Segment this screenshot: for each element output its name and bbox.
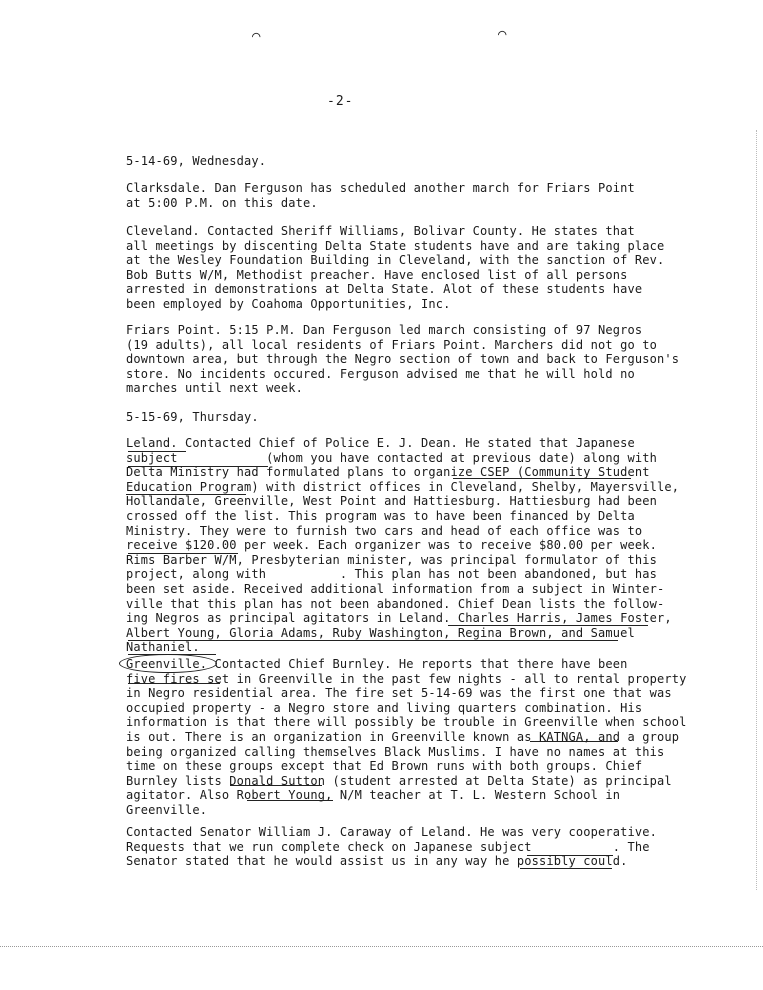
text-line: Burnley lists Donald Sutton (student arrested at Delta State) as principal xyxy=(126,773,672,788)
ink-underline-agitators-2 xyxy=(128,640,618,641)
text-line: crossed off the list. This program was to have been financed by Delta xyxy=(126,508,635,523)
text-line: agitator. Also Robert Young, N/M teacher at T. L. Western School in xyxy=(126,788,621,803)
text-line: subject (whom you have contacted at previous date) along with xyxy=(126,450,657,465)
text-line: marches until next week. xyxy=(126,381,303,396)
text-line: 5-15-69, Thursday. xyxy=(126,410,259,424)
text-line: occupied property - a Negro store and living quarters combination. His xyxy=(126,700,643,715)
text-line: time on these groups except that Ed Brown runs with both groups. Chief xyxy=(126,759,643,774)
text-line: Hollandale, Greenville, West Point and Hattiesburg. Hattiesburg had been xyxy=(126,494,657,509)
text-line: 5-14-69, Wednesday. xyxy=(126,154,267,168)
paragraph-date2 xyxy=(126,410,656,425)
text-line: downtown area, but through the Negro section of town and back to Ferguson's xyxy=(126,352,680,367)
paragraph-cleveland xyxy=(126,224,665,312)
text-line: receive $120.00 per week. Each organizer was to receive $80.00 per week. xyxy=(126,538,657,553)
text-line: Rims Barber W/M, Presbyterian minister, was principal formulator of this xyxy=(126,552,657,567)
paragraph-friars xyxy=(126,323,680,396)
text-line: information is that there will possibly be trouble in Greenville when school xyxy=(126,715,687,730)
ink-underline-leland xyxy=(128,451,186,452)
page-number: -2- xyxy=(327,94,354,109)
text-line: Requests that we run complete check on Japanese subject . The xyxy=(126,839,650,854)
text-line: project, along with . This plan has not been abandoned, but has xyxy=(126,567,657,582)
top-right-mark: ⌒ xyxy=(498,26,507,42)
text-line: Friars Point. 5:15 P.M. Dan Ferguson led march consisting of 97 Negros xyxy=(126,323,643,337)
text-line: five fires set in Greenville in the past few nights - all to rental property xyxy=(126,671,687,686)
text-line: Greenville. Contacted Chief Burnley. He reports that there have been xyxy=(126,657,628,671)
text-line: is out. There is an organization in Greenville known as KATNGA, and a group xyxy=(126,729,680,744)
text-line: Nathaniel. xyxy=(126,640,200,655)
paragraph-date1 xyxy=(126,154,656,169)
text-line: Senator stated that he would assist us in any way he possibly could. xyxy=(126,854,628,869)
ink-underline-donald-sutton xyxy=(230,785,322,786)
text-line: been employed by Coahoma Opportunities, Inc. xyxy=(126,296,451,311)
ink-circle-greenville xyxy=(119,654,217,673)
text-line: store. No incidents occured. Ferguson advised me that he will hold no xyxy=(126,366,635,381)
text-line: Delta Ministry had formulated plans to organize CSEP (Community Student xyxy=(126,465,650,480)
text-line: Leland. Contacted Chief of Police E. J. Dean. He stated that Japanese xyxy=(126,436,635,450)
paragraph-greenville xyxy=(126,657,687,818)
paragraph-leland xyxy=(126,436,680,655)
paragraph-clarksdale xyxy=(126,181,656,210)
ink-underline-education-program xyxy=(126,494,246,495)
text-line: Bob Butts W/M, Methodist preacher. Have enclosed list of all persons xyxy=(126,267,628,282)
ink-underline-possibly-could xyxy=(520,868,612,869)
right-edge-scan-dots xyxy=(754,130,757,890)
ink-underline-robert-young xyxy=(247,800,333,801)
text-line: at 5:00 P.M. on this date. xyxy=(126,195,318,210)
ink-underline-senator-blank xyxy=(527,855,613,856)
text-line: at the Wesley Foundation Building in Cleveland, with the sanction of Rev. xyxy=(126,253,665,268)
text-line: ing Negros as principal agitators in Leland. Charles Harris, James Foster, xyxy=(126,611,672,626)
text-line: (19 adults), all local residents of Friars Point. Marchers did not go to xyxy=(126,337,657,352)
text-line: Contacted Senator William J. Caraway of Leland. He was very cooperative. xyxy=(126,825,657,839)
text-line: arrested in demonstrations at Delta State. Alot of these students have xyxy=(126,282,643,297)
ink-underline-csep xyxy=(453,478,631,479)
text-line: Albert Young, Gloria Adams, Ruby Washington, Regina Brown, and Samuel xyxy=(126,625,635,640)
text-line: Cleveland. Contacted Sheriff Williams, Bolivar County. He states that xyxy=(126,224,635,238)
text-line: Greenville. xyxy=(126,802,208,817)
text-line: in Negro residential area. The fire set 5-14-69 was the first one that was xyxy=(126,686,672,701)
text-line: Education Program) with district offices in Cleveland, Shelby, Mayersville, xyxy=(126,479,680,494)
ink-underline-five-fires xyxy=(128,683,220,684)
text-line: all meetings by discenting Delta State students have and are taking place xyxy=(126,238,665,253)
text-line: being organized calling themselves Black Muslims. I have no names at this xyxy=(126,744,665,759)
text-line: ville that this plan has not been abandoned. Chief Dean lists the follow- xyxy=(126,596,665,611)
ink-underline-rims-barber xyxy=(128,553,238,554)
text-line: Ministry. They were to furnish two cars and head of each office was to xyxy=(126,523,643,538)
paragraph-senator xyxy=(126,825,656,869)
text-line: been set aside. Received additional information from a subject in Winter- xyxy=(126,581,665,596)
bottom-scan-dots xyxy=(0,946,763,947)
ink-underline-katnga xyxy=(530,741,618,742)
text-line: Clarksdale. Dan Ferguson has scheduled another march for Friars Point xyxy=(126,181,635,195)
ink-underline-subject-blank xyxy=(128,466,268,467)
top-left-mark: ⌒ xyxy=(252,28,261,44)
ink-underline-agitators-1 xyxy=(448,625,648,626)
